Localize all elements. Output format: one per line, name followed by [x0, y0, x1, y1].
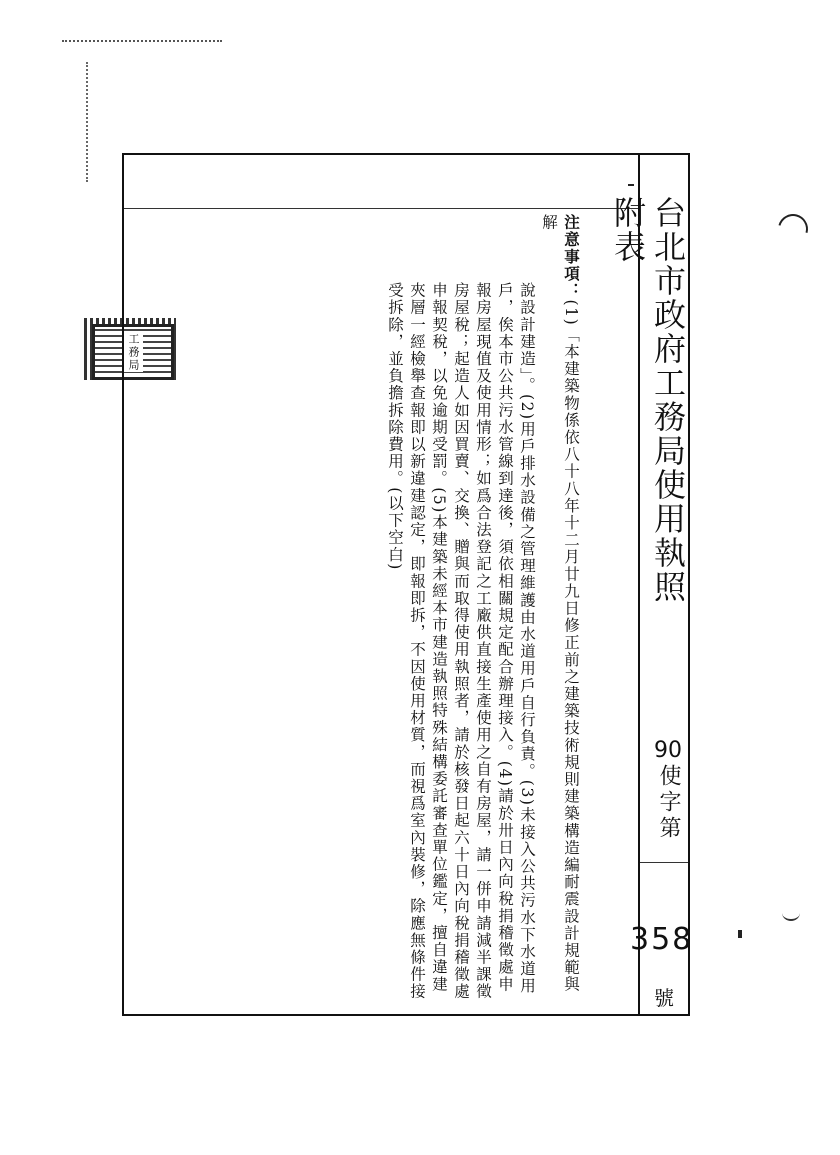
number-field-rule — [640, 862, 688, 863]
permit-year: 90 — [654, 738, 682, 763]
scan-hole-mark-lower — [782, 905, 800, 921]
frame-tick-mark — [628, 184, 634, 186]
notes-line-7: 夾層一經檢舉查報即以新違建認定，即報即拆，不因使用材質，而視爲室內裝修，除應無條件接 — [408, 282, 426, 1001]
number-suffix: 號 — [654, 986, 674, 1010]
notes-line-1 — [538, 214, 582, 1004]
notes-line-8: 受拆除，並負擔拆除費用。(以下空白) — [386, 282, 404, 571]
permit-serial-number: 358 — [630, 922, 694, 957]
permit-number-label — [650, 738, 686, 842]
notes-heading: 注意事項： — [562, 214, 581, 300]
scan-hole-mark — [773, 209, 814, 250]
notes-block — [386, 214, 582, 1004]
frame-header-rule — [124, 208, 638, 209]
scan-margin-line — [86, 62, 90, 182]
form-title: 台北市政府工務局使用執照附表 — [609, 196, 687, 604]
permit-type-label: 使字第 — [656, 764, 681, 842]
scan-dotted-edge — [62, 40, 222, 44]
title-column-divider — [638, 155, 640, 1015]
notes-line-3: 戶，俟本市公共污水管線到達後，須依相關規定配合辦理接入。(4)請於卅日內向稅捐稽徵處申 — [496, 282, 514, 993]
seal-text: 工務局 — [123, 333, 143, 372]
notes-line-5: 房屋稅；起造人如因買賣、交換、贈與而取得使用執照者，請於核發日起六十日內向稅捐稽徵處 — [452, 282, 470, 1001]
notes-line-6: 申報契稅，以免逾期受罰。(5)本建築未經本市建造執照特殊結構委託審查單位鑑定，擅自違建 — [430, 282, 448, 993]
notes-line-4: 報房屋現值及使用情形；如爲合法登記之工廠供直接生產使用之自有房屋，請一併申請減半課徵 — [474, 282, 492, 1001]
notes-line-2: 說設計建造」。(2)用戶排水設備之管理維護由水道用戶自行負責。(3)未接入公共污水下水道用 — [518, 282, 536, 995]
scan-speck — [738, 930, 742, 938]
notes-line-1-text: (1)「本建築物係依八十八年十二月廿九日修正前之建築技術規則建築構造編耐震設計規範與解 — [540, 214, 580, 994]
